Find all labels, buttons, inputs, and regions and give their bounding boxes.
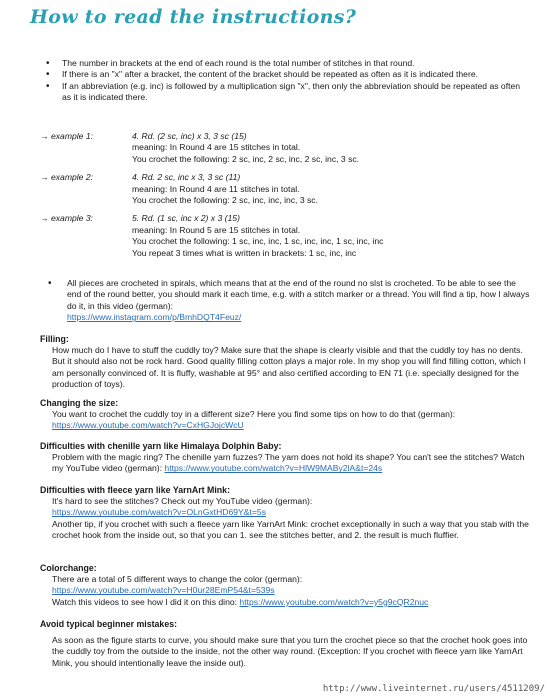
example-3	[40, 213, 540, 259]
example-round: 4. Rd. 2 sc, inc x 3, 3 sc (11)	[132, 172, 241, 183]
example-line: You repeat 3 times what is written in brackets: 1 sc, inc, inc	[132, 247, 357, 258]
dino-video-link[interactable]: https://www.youtube.com/watch?v=y5g9cQR2nuc	[239, 596, 429, 607]
page-title: How to read the instructions?	[30, 6, 357, 28]
filling-section	[40, 333, 530, 391]
example-round: 4. Rd. (2 sc, inc) x 3, 3 sc (15)	[132, 131, 247, 141]
section-heading: Changing the size:	[40, 398, 119, 408]
section-heading: Difficulties with fleece yarn like YarnArt Mink:	[40, 485, 231, 495]
spiral-note	[40, 278, 530, 324]
watermark-url: http://www.liveinternet.ru/users/4511209/	[322, 683, 545, 694]
section-heading: Colorchange:	[40, 563, 97, 573]
size-video-link[interactable]: https://www.youtube.com/watch?v=CxHGJojcWcU	[52, 420, 244, 431]
example-2	[40, 172, 540, 206]
bullet-item: • If an abbreviation (e.g. inc) is followed by a multiplication sign "x", then only the abbreviation should be repeated as often as it is indicated there.	[40, 81, 530, 104]
section-text: You want to crochet the cuddly toy in a different size? Here you find some tips on how to do that (german):	[52, 409, 456, 419]
section-heading: Avoid typical beginner mistakes:	[40, 619, 178, 629]
example-line: meaning: In Round 4 are 15 stitches in total.	[132, 142, 301, 153]
section-text: How much do I have to stuff the cuddly toy? Make sure that the shape is clearly visible and that the cuddly toy has no dents. But it should also not be rock hard. Good quality filling cotton plays a major role. In my shop you will find filling cotton, which I am personally convinced of. It is fluffy, washable at 95° and also certified according to EN 71 (i.e. specially designed for the production of toys).	[52, 345, 526, 390]
example-round: 5. Rd. (1 sc, inc x 2) x 3 (15)	[132, 213, 240, 224]
colorchange-section	[40, 562, 530, 608]
section-text: Watch this videos to see how I did it on this dino:	[52, 596, 238, 607]
section-text: It's hard to see the stitches? Check out my YouTube video (german):	[52, 496, 313, 506]
example-label: → example 3:	[40, 213, 94, 224]
example-line: meaning: In Round 5 are 15 stitches in total.	[132, 224, 301, 235]
section-heading: Difficulties with chenille yarn like Himalaya Dolphin Baby:	[40, 441, 282, 451]
section-heading: Filling:	[40, 334, 69, 344]
example-label: → example 2:	[40, 172, 94, 183]
instruction-bullets	[40, 58, 530, 104]
fleece-section	[40, 484, 530, 542]
colorchange-video-link[interactable]: https://www.youtube.com/watch?v=H0ur28EmP54&t=539s	[52, 585, 275, 596]
section-text: Another tip, if you crochet with such a fleece yarn like YarnArt Mink: crochet exceptionally in such a way that you stab with the crochet hook from the inside out, so that you can 1. see the stitches better, and 2. the result is much fluffier.	[52, 518, 529, 541]
example-line: You crochet the following: 1 sc, inc, inc, 1 sc, inc, inc, 1 sc, inc, inc	[132, 236, 384, 247]
fleece-video-link[interactable]: https://www.youtube.com/watch?v=OLnGxtHD69Y&t=5s	[52, 507, 266, 518]
instagram-link[interactable]: https://www.instagram.com/p/BmhDQT4Feuz/	[67, 312, 242, 323]
section-text: Problem with the magic ring? The chenille yarn fuzzes? The yarn does not hold its shape? You can't see the stitches? Watch my YouTube video (german):	[52, 452, 525, 474]
examples	[40, 131, 540, 266]
chenille-video-link[interactable]: https://www.youtube.com/watch?v=HlW9MABy2lA&t=24s	[164, 463, 383, 474]
spiral-note-text: All pieces are crocheted in spirals, which means that at the end of the round no slst is crocheted. To be able to see the end of the round better, you should mark it each time, e.g. with a stitch marker or a thread. You will find a tip, how I always do it, in this video (german):	[67, 278, 530, 311]
mistakes-section	[40, 618, 530, 669]
example-1	[40, 131, 540, 165]
example-line: meaning: In Round 4 are 11 stitches in total.	[132, 183, 300, 194]
spiral-note-item	[40, 278, 530, 324]
chenille-section	[40, 440, 530, 475]
example-label: → example 1:	[40, 131, 94, 141]
size-section	[40, 397, 530, 432]
bullet-item: • If there is an "x" after a bracket, the content of the bracket should be repeated as often as it is indicated there.	[40, 69, 530, 80]
example-line: You crochet the following: 2 sc, inc, inc, inc, 3 sc.	[132, 195, 318, 206]
section-text: There are a total of 5 different ways to change the color (german):	[52, 574, 303, 584]
bullet-item: • The number in brackets at the end of each round is the total number of stitches in that round.	[40, 58, 530, 69]
example-line: You crochet the following: 2 sc, inc, 2 sc, inc, 2 sc, inc, 3 sc.	[132, 153, 360, 164]
section-text: As soon as the figure starts to curve, you should make sure that you turn the crochet piece so that the crochet hook goes into the cuddly toy from the outside to the inside, not the other way round. (Exception: If you crochet with fleece yarn like YarnArt Mink, you should intentionally leave the inside out).	[52, 635, 528, 668]
